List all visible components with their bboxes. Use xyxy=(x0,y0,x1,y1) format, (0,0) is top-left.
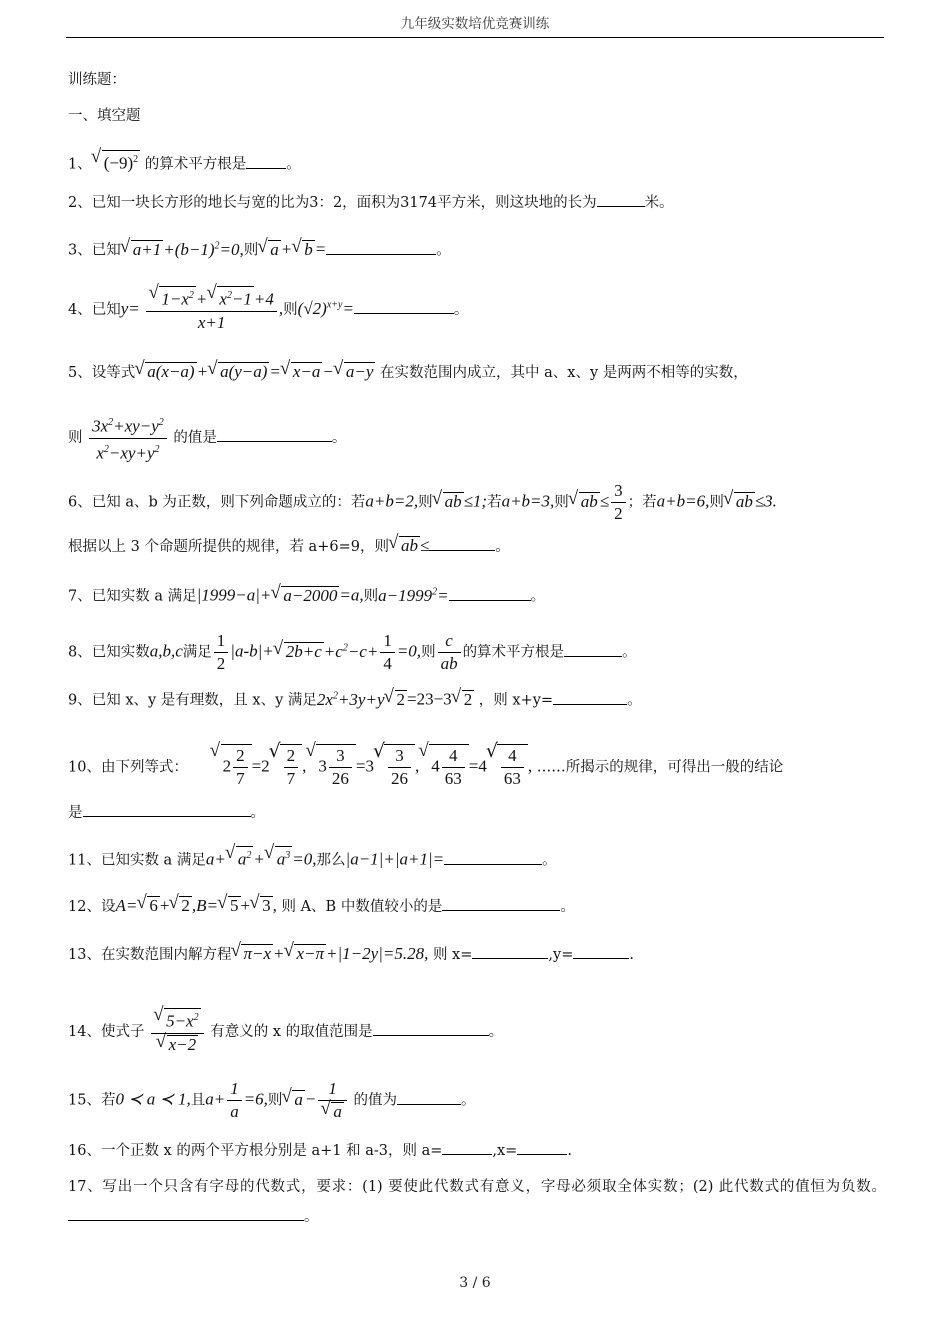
header-divider xyxy=(66,37,884,38)
question-14: 14、使式子 √ $5-x^2$ √ x−2 有意义的 x 的取值范围是 。 xyxy=(68,1008,503,1056)
question-4: 4、已知y= √ $\frac{1-x^2 +√ x^2-1 +4}{x+1}$ ,则$(√2)^{x+y}=$ 。 xyxy=(68,286,468,334)
question-5-cont: 则 $\frac{3x^2+xy-y^2}{x^2-xy+y^2}$ 的值是 。 xyxy=(68,412,346,464)
section-label: 训练题： xyxy=(68,72,126,88)
question-6: 6、已知 a、b 为正数，则下列命题成立的：若a+b=2,则√ ab ≤1;若a+b=3,则√ ab ≤ $\frac{3}{2}$ ；若a+b=6,则√ ab ≤3. xyxy=(68,480,777,525)
question-7: 7、已知实数 a 满足|1999−a|+√ a−2000 =a,则$a-1999^2=$ 。 xyxy=(68,582,545,607)
page-number: 3 / 6 xyxy=(459,1275,491,1291)
question-3: 3、已知√ $a+1 +(b-1)^2=0$,则√ a +√ b = 。 xyxy=(68,236,451,261)
question-13: 13、在实数范围内解方程√ π−x +√ x−π +|1−2y|=5.28, 则 x= ,y= . xyxy=(68,944,634,965)
question-1: 1、√ $(-9)^2$ 的算术平方根是 。 xyxy=(68,150,301,175)
question-8: 8、已知实数a,b,c满足 $\frac{1}{2}$ |a-b|+√ $2b+c +c^2-c+$ $\frac{1}{4}$ =0,则 $\frac{c}{ab}$ 的算术平方根是 。 xyxy=(68,630,637,675)
question-9: 9、已知 x、y 是有理数，且 x、y 满足$2x^2+3y+y√$ 2 =23−3√ 2 ，则 x+y= 。 xyxy=(68,686,642,711)
question-17: 17、写出一个只含有字母的代数式，要求：(1) 要使此代数式有意义，字母必须取全体实数；(2) 此代数式的值恒为负数。。 xyxy=(68,1179,886,1225)
question-5: 5、设等式√ a(x−a) +√ a(y−a) =√ x−a −√ a−y 在实数范围内成立，其中 a、x、y 是两两不相等的实数， xyxy=(68,362,748,383)
page-header: 九年级实数培优竞赛训练 xyxy=(400,16,550,32)
question-11: 11、已知实数 a 满足a+√ $a^2$ +√ $a^3 =0$,那么|a−1|+|a+1|= 。 xyxy=(68,846,557,871)
part-title: 一、填空题 xyxy=(68,108,141,124)
question-6-cont: 根据以上 3 个命题所提供的规律，若 a+6=9，则√ ab ≤ 。 xyxy=(68,536,510,557)
question-15: 15、若0 ≺ a ≺ 1,且a+ $\frac{1}{a}$ =6,则√ a − 1 √ a 的值为 。 xyxy=(68,1078,476,1123)
question-12: 12、设A=√ 6 +√ 2 ,B=√ 5 +√ 3 , 则 A、B 中数值较小的是 。 xyxy=(68,896,575,917)
question-16: 16、一个正数 x 的两个平方根分别是 a+1 和 a-3，则 a= ,x= . xyxy=(68,1140,572,1161)
question-2: 2、已知一块长方形的地长与宽的比为3：2，面积为3174平方米，则这块地的长为 米。 xyxy=(68,192,674,213)
question-10: 10、由下列等式： √ 2 $\frac{2}{7}$ =2 √ $\frac{2}{7}$ ,√ 3 $\frac{3}{26}$ =3 √ $\frac{3}{26}$ ,√ 4 $\frac{4}{63}$ =4 √ $\frac{4}{63}$ , ……所揭示的规律，可得出一般的结论 xyxy=(68,744,783,790)
question-10-cont: 是 。 xyxy=(68,802,265,823)
